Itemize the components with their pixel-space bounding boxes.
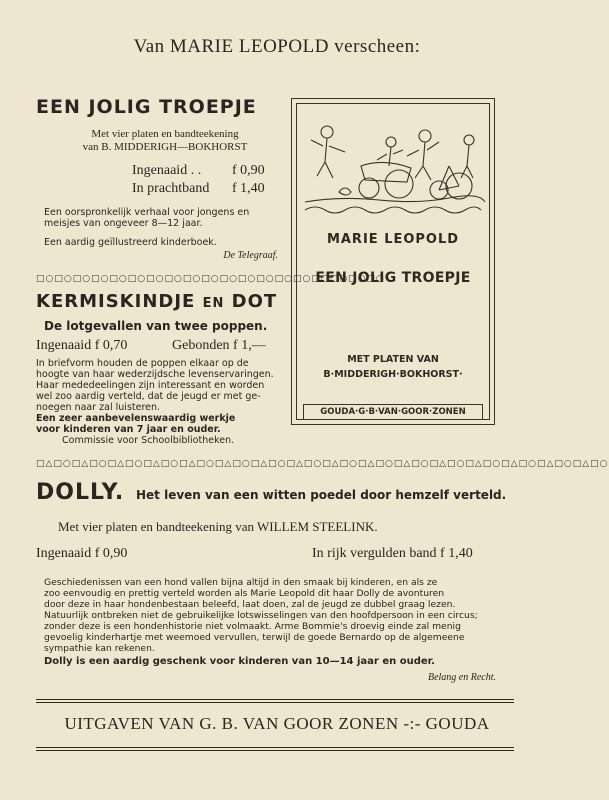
book3-blurb-line7: sympathie kan rekenen. [44,643,155,654]
ornamental-border: □△□○□△□○□△□○□△□○□△□○□△□○□△□○□△□○□△□○□△□○□△□○□△□○□△□○□△□○□△□○□△□○ [36,459,609,469]
book3-desc: Met vier platen en bandteekening van WILLEM STEELINK. [58,519,378,534]
book3-blurb-line6: gevoelig kinderhartje met weemoed vervullen, terwijl de goede Bernardo op de algemeene [44,632,465,643]
book2-price1: Ingenaaid f 0,70 [36,338,128,353]
book1-review-source: De Telegraaf. [223,250,278,261]
children-illustration [299,106,489,216]
book3-title: DOLLY. [36,480,125,505]
cover-inner-frame [296,103,490,420]
book1-price2-label: In prachtband [132,181,210,196]
book-cover [291,98,495,425]
book2-blurb-line1: In briefvorm houden de poppen elkaar op de [36,358,249,369]
footer-rule-top [36,699,514,700]
book1-blurb-line1: Een oorspronkelijk verhaal voor jongens en [44,207,250,218]
book2-blurb-line3: Haar mededeelingen zijn interessant en worden [36,380,265,391]
cover-plates-line1: MET PLATEN VAN [347,354,439,365]
book3-blurb-line5: zonder deze is een hondenhistorie niet volmaakt. Arme Bommie's droevig einde zal menig [44,621,461,632]
footer-rule-bottom [36,747,514,748]
footer-rule-bottom-second [36,750,514,751]
book1-desc-line1: Met vier platen en bandteekening [91,128,239,140]
book1-desc-line2: van B. MIDDERIGH—BOKHORST [82,141,248,153]
book3-bold-line: Dolly is een aardig geschenk voor kinderen van 10—14 jaar en ouder. [44,656,435,667]
book1-title: EEN JOLIG TROEPJE [36,96,257,118]
ornamental-border: □○□○□○□○□○□○□○□○□○□○□○□○□○□○□○□○□○□○□○ [36,274,385,284]
book2-bold-line1: Een zeer aanbevelenswaardig werkje [36,413,236,424]
book1-price1-label: Ingenaaid . . [132,163,202,178]
cover-title: EEN JOLIG TROEPJE [315,270,471,286]
book2-commission: Commissie voor Schoolbibliotheken. [62,435,235,446]
book3-review-source: Belang en Recht. [427,672,496,683]
book2-title-main: KERMISKINDJE [36,291,196,312]
page-header: Van MARIE LEOPOLD verscheen: [133,36,421,57]
book3-blurb-line3: door deze in haar hondenbestaan beleefd, laat doen, zal de jeugd ze dubbel graag lezen. [44,599,456,610]
book3-blurb-line2: zoo eenvoudig en prettig verteld worden als Marie Leopold dit haar Dolly de avonturen [44,588,445,599]
book2-title-connector: EN [202,296,225,311]
book3-blurb-line1: Geschiedenissen van een hond vallen bijna altijd in den smaak bij kinderen, en als ze [44,577,438,588]
book1-blurb-line2: meisjes van ongeveer 8—12 jaar. [44,218,203,229]
book2-price2: Gebonden f 1,— [172,338,266,353]
book2-subtitle: De lotgevallen van twee poppen. [44,319,268,333]
book3-blurb-line4: Natuurlijk ontbreken niet de gebruikelijke lotswisselingen van den hoofdpersoon in een circus; [44,610,478,621]
book2-blurb-line2: hoogte van haar wederzijdsche levenservaringen. [36,369,274,380]
book1-price1: f 0,90 [232,163,265,178]
book3-subtitle: Het leven van een witten poedel door hemzelf verteld. [136,488,507,502]
footer-rule-top-second [36,702,514,703]
book2-blurb-line4: wel zoo aardig verteld, dat de jeugd er met ge- [36,391,261,402]
book1-review: Een aardig geïllustreerd kinderboek. [44,237,217,248]
footer-publisher: UITGAVEN VAN G. B. VAN GOOR ZONEN -:- GOUDA [64,714,490,733]
book3-price2: In rijk vergulden band f 1,40 [312,546,473,561]
book3-price1: Ingenaaid f 0,90 [36,546,128,561]
book2-blurb-line5: noegen naar zal luisteren. [36,402,161,413]
cover-author: MARIE LEOPOLD [326,232,460,247]
book2-title-end: DOT [231,291,278,312]
book1-price2: f 1,40 [232,181,265,196]
book2-title [36,291,277,312]
cover-publisher: GOUDA·G·B·VAN·GOOR·ZONEN [303,404,483,420]
cover-plates-line2: B·MIDDERIGH·BOKHORST· [323,369,463,380]
book2-bold-line2: voor kinderen van 7 jaar en ouder. [36,424,221,435]
